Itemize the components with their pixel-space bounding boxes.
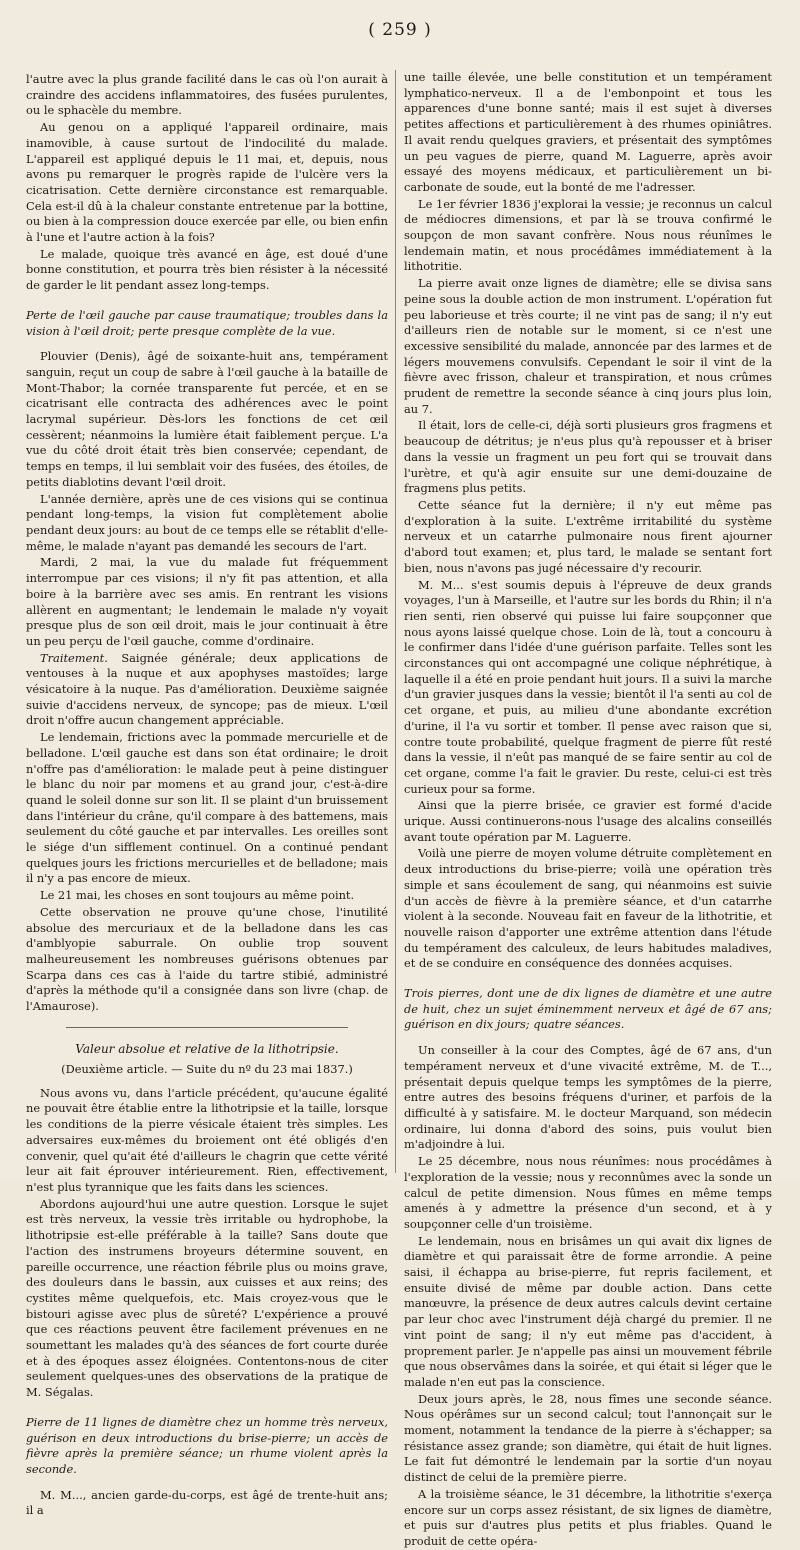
paragraph: Le malade, quoique très avancé en âge, est doué d'une bonne constitution, et pourra très bien résister à la nécessité de garder le lit pendant assez long-temps. bbox=[26, 246, 388, 293]
section-divider bbox=[66, 1027, 348, 1028]
paragraph: une taille élevée, une belle constitution et un tempérament lymphatico-nerveux. Il a de l'embonpoint et tous les apparences d'une bonne santé; mais il est sujet à diverses petites affections et particulièrement à des rhumes opiniâtres. Il avait rendu quelques graviers, et présentait des symptômes un peu vagues de pierre, quand M. Laguerre, après avoir essayé des moyens médicaux, et particulièrement un bi-carbonate de soude, eut la bonté de me l'adresser. bbox=[404, 70, 772, 194]
paragraph: L'année dernière, après une de ces visions qui se continua pendant long-temps, la vision fut complètement abolie pendant deux jours: au bout de ce temps elle se rétablit d'elle-même, le malade n'ayant pas demandé les secours de l'art. bbox=[26, 491, 388, 553]
section-subtitle: (Deuxième article. — Suite du nº du 23 mai 1837.) bbox=[61, 1061, 353, 1076]
paragraph: Cette observation ne prouve qu'une chose, l'inutilité absolue des mercuriaux et de la belladone dans les cas d'amblyopie saburrale. On oublie trop souvent malheureusement les nombreuses guérisons obtenues par Scarpa dans ces cas à l'aide du tartre stibié, administré d'après la méthode qu'il a consignée dans son livre (chap. de l'Amaurose). bbox=[26, 904, 388, 1014]
paragraph: Il était, lors de celle-ci, déjà sorti plusieurs gros fragmens et beaucoup de détritus; je n'eus plus qu'à repousser et à briser dans la vessie un fragment un peu fort qui se trouvait dans l'urètre, et qu'à agir ensuite sur une demi-douzaine de fragmens plus petits. bbox=[404, 418, 772, 496]
paragraph: Le lendemain, nous en brisâmes un qui avait dix lignes de diamètre et qui paraissait être de forme arrondie. A peine saisi, il échappa au brise-pierre, fut repris facilement, et ensuite divisé de même par double action. Dans cette manœuvre, la présence de deux autres calculs devint certaine par leur choc avec l'instrument déjà chargé du premier. Il ne vint point de sang; il n'y eut même pas d'accident, à proprement parler. Je n'appelle pas ainsi un mouvement fébrile que nous observâmes dans la soirée, et qui était si léger que le malade n'en eut pas la conscience. bbox=[404, 1233, 772, 1389]
paragraph: Deux jours après, le 28, nous fîmes une seconde séance. Nous opérâmes sur un second calcul; tout l'annonçait sur le moment, notamment la tendance de la pierre à s'échapper; sa résistance assez grande; son diamètre, qui était de huit lignes. Le fait fut démontré le lendemain par la sortie d'un noyau distinct de celui de la première pierre. bbox=[404, 1391, 772, 1485]
left-column bbox=[26, 72, 388, 1518]
case-heading: Perte de l'œil gauche par cause traumatique; troubles dans la vision à l'œil droit; perte presque complète de la vue. bbox=[26, 307, 388, 338]
paragraph: M. M..., ancien garde-du-corps, est âgé de trente-huit ans; il a bbox=[26, 1487, 388, 1518]
paragraph: Un conseiller à la cour des Comptes, âgé de 67 ans, d'un tempérament nerveux et d'une vivacité extrême, M. de T..., présentait depuis quelque temps les symptômes de la pierre, entre autres des besoins fréquens d'uriner, et parfois de la difficulté à y satisfaire. M. le docteur Marquand, son médecin ordinaire, lui donna d'abord des soins, puis voulut bien m'adjoindre à lui. bbox=[404, 1043, 772, 1152]
paragraph: A la troisième séance, le 31 décembre, la lithotritie s'exerça encore sur un corps assez résistant, de six lignes de diamètre, et puis sur d'autres plus petits et plus friables. Quand le produit de cette opéra- bbox=[404, 1486, 772, 1548]
paragraph: Plouvier (Denis), âgé de soixante-huit ans, tempérament sanguin, reçut un coup de sabre à l'œil gauche à la bataille de Mont-Thabor; la cornée transparente fut percée, et en se cicatrisant elle contracta des adhérences avec le point lacrymal supérieur. Dès-lors les fonctions de cet œil cessèrent; néanmoins la lumière était faiblement perçue. L'a vue du côté droit était très bien conservée; cependant, de temps en temps, il lui semblait voir des fusées, des étoiles, de petits diablotins devant l'œil droit. bbox=[26, 349, 388, 489]
right-column bbox=[404, 70, 772, 1548]
case-heading: Pierre de 11 lignes de diamètre chez un homme très nerveux, guérison en deux introductions du brise-pierre; un accès de fièvre après la première séance; un rhume violent après la seconde. bbox=[26, 1414, 388, 1476]
paragraph: Le lendemain, frictions avec la pommade mercurielle et de belladone. L'œil gauche est dans son état ordinaire; le droit n'offre pas d'amélioration: le malade peut à peine distinguer le blanc du noir par momens et au grand jour, c'est-à-dire quand le soleil donne sur son lit. Il se plaint d'un bruissement dans l'intérieur du crâne, qu'il compare à des battemens, mais seulement du côté gauche et par intervalles. Les oreilles sont le siége d'un sifflement continuel. On a continué pendant quelques jours les frictions mercurielles et de belladone; mais il n'y a pas encore de mieux. bbox=[26, 730, 388, 886]
paragraph: Abordons aujourd'hui une autre question. Lorsque le sujet est très nerveux, la vessie très irritable ou hydrophobe, la lithotripsie est-elle préférable à la taille? Sans doute que l'action des instrumens broyeurs détermine souvent, en pareille occurrence, une réaction fébrile plus ou moins grave, des douleurs dans le bassin, aux cuisses et aux reins; des cystites même quelquefois, etc. Mais croyez-vous que le bistouri agisse avec plus de sûreté? L'expérience a prouvé que ces réactions peuvent être facilement prévenues en ne soumettant les malades qu'à des séances de fort courte durée et à des époques assez éloignées. Contentons-nous de citer seulement quelques-unes des observations de la pratique de M. Ségalas. bbox=[26, 1196, 388, 1400]
paragraph: Voilà une pierre de moyen volume détruite complètement en deux introductions du brise-pierre; voilà une opération très simple et sans écoulement de sang, qui néanmoins est suivie d'un accès de fièvre à la première séance, et d'un catarrhe violent à la seconde. Nouveau fait en faveur de la lithotritie, et nouvelle raison d'apporter une extrême attention dans l'étude du tempérament des calculeux, de leurs habitudes maladives, et de se conduire en conséquence des données acquises. bbox=[404, 846, 772, 971]
paragraph: Le 21 mai, les choses en sont toujours au même point. bbox=[40, 888, 355, 903]
paragraph: Le 25 décembre, nous nous réunîmes: nous procédâmes à l'exploration de la vessie; nous y reconnûmes avec la sonde un calcul de petite dimension. Nous fûmes en même temps amenés à y admettre la présence d'un second, et à y soupçonner celle d'un troisième. bbox=[404, 1154, 772, 1231]
paragraph: Cette séance fut la dernière; il n'y eut même pas d'exploration à la suite. L'extrême irritabilité du système nerveux et un catarrhe pulmonaire nous firent ajourner d'abord tout examen; et, plus tard, le malade se sentant fort bien, nous n'avons pas jugé nécessaire d'y recourir. bbox=[404, 497, 772, 575]
paragraph: M. M... s'est soumis depuis à l'épreuve de deux grands voyages, l'un à Marseille, et l'autre sur les bords du Rhin; il n'a rien senti, rien observé qui puisse lui faire soupçonner que nous ayons laissé quelque chose. Loin de là, tout a concouru à le confirmer dans l'idée d'une guérison parfaite. Telles sont les circonstances qui ont accompagné une colique néphrétique, à laquelle il a été en proie pendant huit jours. Il a suivi la marche d'un gravier jusques dans la vessie; bientôt il l'a senti au col de cet organe, et puis, au milieu d'une abondante excrétion d'urine, il l'a vu sortir et tomber. Il pense avec raison que si, contre toute probabilité, quelque fragment de pierre fût resté dans la vessie, il n'eût pas manqué de se faire sentir au col de cet organe, comme l'a fait le gravier. Du reste, celui-ci est très curieux pour sa forme. bbox=[404, 577, 772, 796]
treatment-label: Traitement. bbox=[40, 650, 108, 665]
paragraph bbox=[26, 651, 388, 730]
paragraph: Le 1er février 1836 j'explorai la vessie; je reconnus un calcul de médiocres dimensions, et par là se trouva confirmé le soupçon de mon savant confrère. Nous nous réunîmes le lendemain matin, et nous procédâmes immédiatement à la lithotritie. bbox=[404, 196, 772, 274]
treatment-text: Saignée générale; deux applications de ventouses à la nuque et aux apophyses mastoïdes; large vésicatoire à la nuque. Pas d'amélioration. Deuxième saignée suivie d'accidens nerveux, de syncope; pas de mieux. L'œil droit n'offre aucun changement appréciable. bbox=[26, 650, 388, 728]
column-divider bbox=[395, 70, 396, 1173]
paragraph: Mardi, 2 mai, la vue du malade fut fréquemment interrompue par ces visions; il n'y fit pas attention, et alla boire à la barrière avec ses amis. En rentrant les visions allèrent en augmentant; le lendemain le malade n'y voyait presque plus de son œil droit, mais le jour continuait à être un peu perçu de l'œil gauche, comme d'ordinaire. bbox=[26, 555, 388, 648]
case-heading: Trois pierres, dont une de dix lignes de diamètre et une autre de huit, chez un sujet éminemment nerveux et âgé de 67 ans; guérison en dix jours; quatre séances. bbox=[404, 986, 772, 1032]
section-title: Valeur absolue et relative de la lithotripsie. bbox=[75, 1041, 339, 1056]
page-number: ( 259 ) bbox=[368, 20, 432, 40]
paragraph: Nous avons vu, dans l'article précédent, qu'aucune égalité ne pouvait être établie entre la lithotripsie et la taille, lorsque les conditions de la pierre vésicale étaient très simples. Les adversaires eux-mêmes du broiement ont été obligés d'en convenir, quel qu'ait été d'ailleurs le chagrin que cette vérité leur ait fait éprouver intérieurement. Rien, effectivement, n'est plus tyrannique que les faits dans les sciences. bbox=[26, 1085, 388, 1194]
paragraph: Au genou on a appliqué l'appareil ordinaire, mais inamovible, à cause surtout de l'indocilité du malade. L'appareil est appliqué depuis le 11 mai, et, depuis, nous avons pu remarquer le progrès rapide de l'ulcère vers la cicatrisation. Cette dernière circonstance est remarquable. Cela est-il dû à la chaleur constante entretenue par la bottine, ou bien à la compression douce exercée par elle, ou bien enfin à l'une et l'autre action à la fois? bbox=[26, 120, 388, 245]
paragraph: l'autre avec la plus grande facilité dans le cas où l'on aurait à craindre des accidens inflammatoires, des fusées purulentes, ou le sphacèle du membre. bbox=[26, 72, 388, 118]
paragraph: La pierre avait onze lignes de diamètre; elle se divisa sans peine sous la double action de mon instrument. L'opération fut peu laborieuse et très courte; il ne vint pas de sang; il n'y eut d'ailleurs rien de notable sur le moment, si ce n'est une excessive sensibilité du malade, annoncée par des larmes et de légers mouvemens convulsifs. Cependant le soir il vint de la fièvre avec frisson, chaleur et transpiration, et nous crûmes prudent de remettre la seconde séance à cinq jours plus loin, au 7. bbox=[404, 276, 772, 416]
paragraph: Ainsi que la pierre brisée, ce gravier est formé d'acide urique. Aussi continuerons-nous l'usage des alcalins conseillés avant toute opération par M. Laguerre. bbox=[404, 798, 772, 844]
